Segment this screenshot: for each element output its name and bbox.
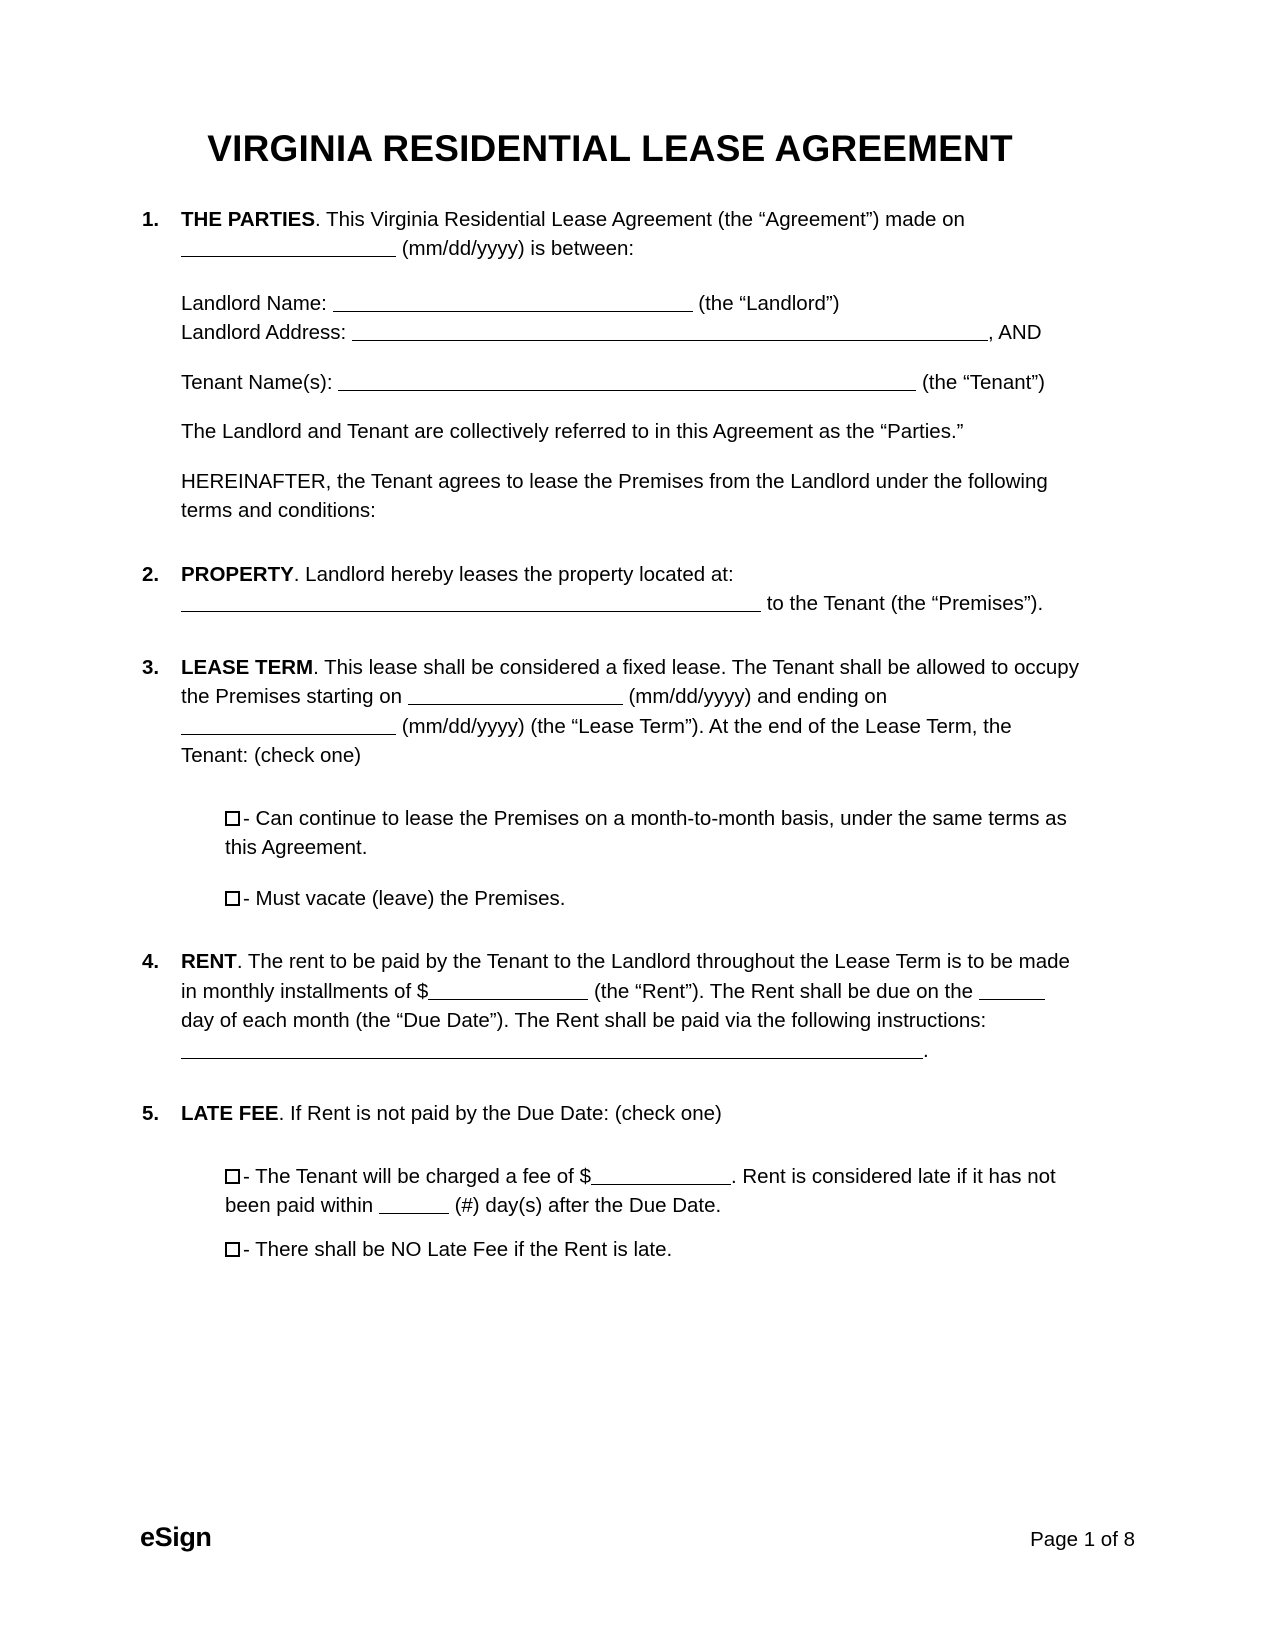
tenant-name-suffix: (the “Tenant”) [921, 370, 1045, 394]
lease-term-option-month-to-month[interactable] [181, 804, 1080, 863]
option-label-part-2: . Rent is considered late if it has not been paid within [225, 1164, 1056, 1218]
lease-term-text-2: (mm/dd/yyyy) and ending on [628, 685, 888, 709]
section-intro-paragraph [181, 205, 1080, 235]
property-intro-text: . Landlord hereby leases the property located at: [293, 562, 734, 586]
agreement-date-blank[interactable] [181, 237, 396, 257]
late-fee-intro-paragraph [181, 1099, 1080, 1129]
section-heading: LEASE TERM [181, 655, 314, 679]
late-fee-intro-text: . If Rent is not paid by the Due Date: (check one) [278, 1102, 722, 1126]
late-fee-days-blank[interactable] [379, 1195, 449, 1215]
rent-amount-blank[interactable] [428, 980, 588, 1000]
property-address-suffix: to the Tenant (the “Premises”). [766, 592, 1044, 616]
landlord-name-line [181, 289, 1080, 319]
page-title: VIRGINIA RESIDENTIAL LEASE AGREEMENT [207, 128, 1013, 169]
rent-text-4: . [923, 1038, 929, 1062]
rent-text-1: . The rent to be paid by the Tenant to the Landlord throughout the Lease Term is to be made in monthly installments of $ [181, 950, 1070, 1003]
rent-paragraph [181, 947, 1080, 1065]
section-number: 5. [142, 1102, 160, 1126]
section-number: 2. [142, 562, 160, 586]
section-heading: LATE FEE [181, 1102, 279, 1126]
checkbox-icon[interactable] [225, 811, 240, 826]
option-label: - There shall be NO Late Fee if the Rent is late. [243, 1237, 673, 1261]
late-fee-amount-blank[interactable] [591, 1165, 731, 1185]
page-number: Page 1 of 8 [1030, 1528, 1135, 1551]
section-number: 1. [142, 207, 160, 231]
landlord-address-line [181, 318, 1080, 348]
landlord-name-label: Landlord Name: [181, 291, 327, 315]
agreement-date-line [181, 234, 1080, 264]
rent-text-2: (the “Rent”). The Rent shall be due on the [593, 979, 974, 1003]
agreement-date-suffix: (mm/dd/yyyy) is between: [401, 237, 635, 261]
landlord-name-blank[interactable] [333, 292, 693, 312]
checkbox-icon[interactable] [225, 1242, 240, 1257]
lease-term-text-3: (mm/dd/yyyy) (the “Lease Term”). At the end of the Lease Term, the Tenant: (check one) [181, 714, 1012, 768]
landlord-address-suffix: , AND [987, 321, 1042, 345]
checkbox-icon[interactable] [225, 891, 240, 906]
section-intro-text: . This Virginia Residential Lease Agreement (the “Agreement”) made on [315, 207, 965, 231]
property-address-line [181, 589, 1080, 619]
section-property [140, 560, 1080, 619]
late-fee-option-charged[interactable] [181, 1162, 1080, 1221]
landlord-address-label: Landlord Address: [181, 321, 347, 345]
option-label: - Can continue to lease the Premises on a month-to-month basis, under the same terms as this Agreement. [225, 806, 1067, 860]
section-lease-term [140, 653, 1080, 914]
esign-brand-logo: eSign [140, 1522, 212, 1552]
rent-text-3: day of each month (the “Due Date”). The Rent shall be paid via the following instructions: [181, 1009, 987, 1033]
option-label-part-3: (#) day(s) after the Due Date. [454, 1194, 722, 1218]
section-rent [140, 947, 1080, 1065]
parties-collective-paragraph: The Landlord and Tenant are collectively referred to in this Agreement as the “Parties.” [181, 420, 964, 444]
option-label-part-1: - The Tenant will be charged a fee of $ [243, 1164, 591, 1188]
document-body [140, 0, 1080, 1264]
lease-term-option-vacate[interactable] [181, 884, 1080, 914]
property-intro-paragraph [181, 560, 1080, 590]
hereinafter-paragraph: HEREINAFTER, the Tenant agrees to lease the Premises from the Landlord under the following terms and conditions: [181, 469, 1048, 523]
rent-due-day-blank[interactable] [979, 980, 1045, 1000]
property-address-blank[interactable] [181, 592, 761, 612]
landlord-address-blank[interactable] [352, 321, 988, 341]
checkbox-icon[interactable] [225, 1169, 240, 1184]
lease-term-paragraph [181, 653, 1080, 771]
late-fee-option-none[interactable] [181, 1235, 1080, 1265]
section-heading: THE PARTIES [181, 207, 316, 231]
section-number: 3. [142, 655, 160, 679]
lease-end-date-blank[interactable] [181, 715, 396, 735]
lease-term-text-1: . This lease shall be considered a fixed lease. The Tenant shall be allowed to occupy the Premises starting on [181, 655, 1079, 709]
landlord-name-suffix: (the “Landlord”) [698, 291, 840, 315]
tenant-name-line [181, 368, 1080, 398]
page-footer [140, 1522, 1135, 1553]
rent-instructions-blank[interactable] [181, 1039, 923, 1059]
tenant-name-blank[interactable] [338, 371, 916, 391]
tenant-name-label: Tenant Name(s): [181, 370, 333, 394]
option-label: - Must vacate (leave) the Premises. [243, 886, 566, 910]
section-heading: PROPERTY [181, 562, 294, 586]
section-number: 4. [142, 950, 160, 974]
section-late-fee [140, 1099, 1080, 1264]
section-heading: RENT [181, 950, 237, 974]
section-the-parties [140, 205, 1080, 526]
lease-start-date-blank[interactable] [408, 685, 623, 705]
